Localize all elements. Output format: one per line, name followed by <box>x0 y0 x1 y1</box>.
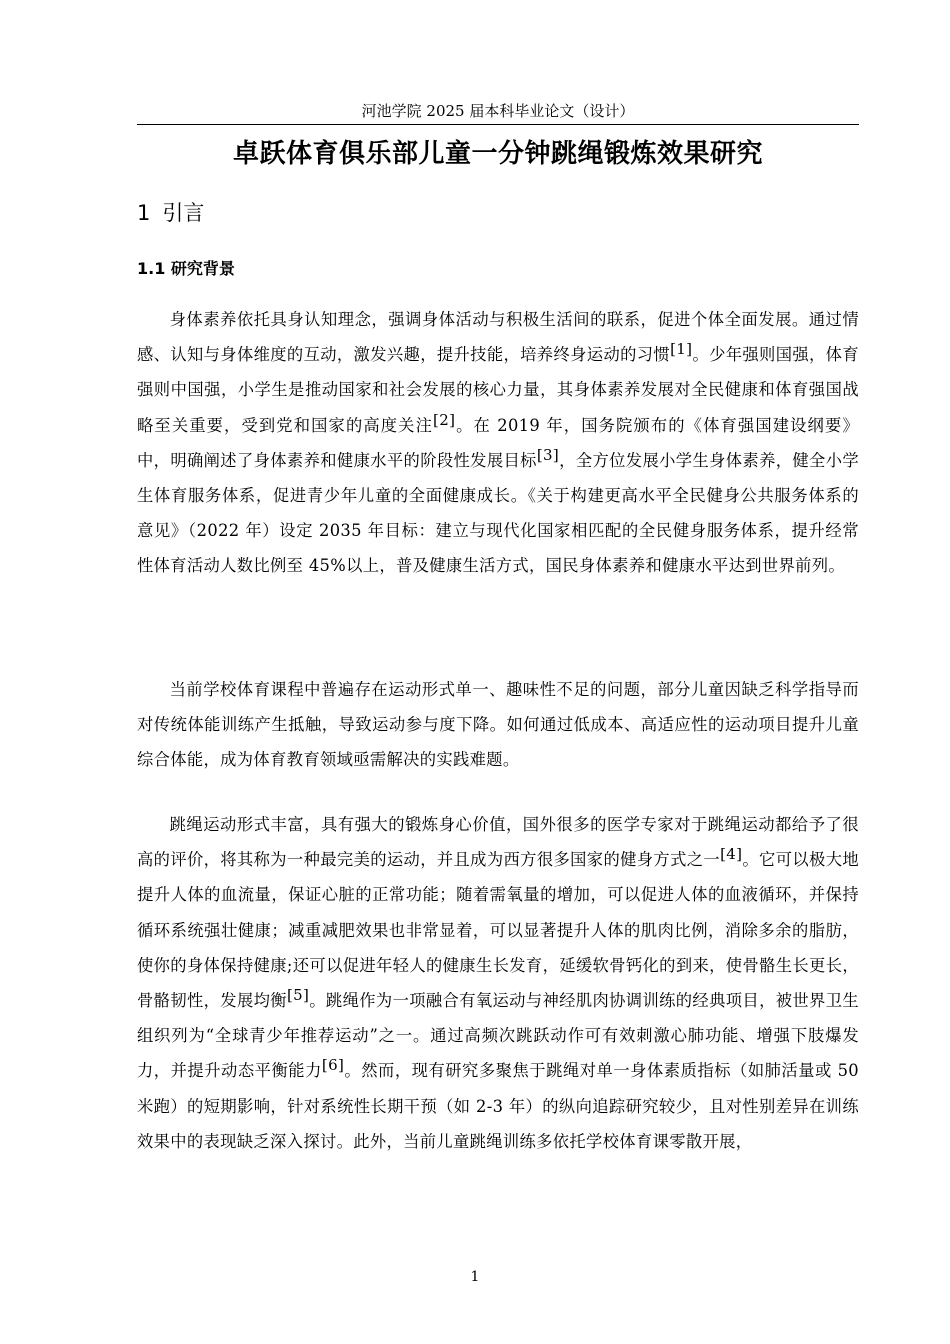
section-heading <box>137 198 204 228</box>
citation: [3] <box>536 445 560 464</box>
citation: [6] <box>321 1056 345 1075</box>
citation: [2] <box>433 410 456 429</box>
text-run: 身体素养依托具身认知理念，强调身体活动与积极生活间的联系，促进个体全面发展。通过情感、认知与身体维度的互动，激发兴趣，提升技能，培养终身运动的习惯 <box>137 310 859 365</box>
citation: [5] <box>286 986 310 1005</box>
header-rule <box>137 124 859 125</box>
text-run: 。在 2019 年，国务院颁布的《体育强国建设纲要》中，明确阐述了身体素养和健康水平的阶段性发展目标 <box>137 415 860 470</box>
text-run: 。然而，现有研究多聚焦于跳绳对单一身体素质指标（如肺活量或 50 米跑）的短期影响，针对系统性长期干预（如 2-3 年）的纵向追踪研究较少，且对性别差异在训练效果中的表现缺乏深入探讨。此外，当前儿童跳绳训练多依托学校体育课零散开展， <box>137 1061 859 1151</box>
running-header: 河池学院 2025 届本科毕业论文（设计） <box>361 102 635 120</box>
section-label: 引言 <box>162 201 205 225</box>
text-run: ，全方位发展小学生身体素养，健全小学生体育服务体系，促进青少年儿童的全面健康成长。《关于构建更高水平全民健身公共服务体系的意见》（2022 年）设定 2035 年目标：建立与现代化国家相匹配的全民健身服务体系，提升经常性体育活动人数比例至 45%以上，普及健康生活方式，国民身体素养和健康水平达到世界前列。 <box>137 450 860 576</box>
text-run: 。它可以极大地提升人体的血流量，保证心脏的正常功能；随着需氧量的增加，可以促进人体的血液循环，并保持循环系统强壮健康；减重减肥效果也非常显着，可以显著提升人体的肌肉比例，消除多余的脂肪，使你的身体保持健康;还可以促进年轻人的健康生长发育，延缓软骨钙化的到来，使骨骼生长更长，骨骼韧性，发展均衡 <box>137 850 859 1011</box>
text-run: 跳绳运动形式丰富，具有强大的锻炼身心价值，国外很多的医学专家对于跳绳运动都给予了很高的评价，将其称为一种最完美的运动，并且成为西方很多国家的健身方式之一 <box>137 815 859 870</box>
paragraph-2 <box>137 672 859 778</box>
text-run: 。少年强则国强，体育强则中国强，小学生是推动国家和社会发展的核心力量，其身体素养发展对全民健康和体育强国战略至关重要，受到党和国家的高度关注 <box>137 345 859 435</box>
paragraph-1 <box>137 302 859 584</box>
text-run: 当前学校体育课程中普遍存在运动形式单一、趣味性不足的问题，部分儿童因缺乏科学指导而对传统体能训练产生抵触，导致运动参与度下降。如何通过低成本、高适应性的运动项目提升儿童综合体能，成为体育教育领域亟需解决的实践难题。 <box>137 680 859 770</box>
section-number: 1 <box>137 201 151 225</box>
paper-title: 卓跃体育俱乐部儿童一分钟跳绳锻炼效果研究 <box>232 139 763 169</box>
subsection-heading: 1.1 研究背景 <box>137 259 235 278</box>
text-run: 。跳绳作为一项融合有氧运动与神经肌肉协调训练的经典项目，被世界卫生组织列为“全球青少年推荐运动”之一。通过高频次跳跃动作可有效刺激心肺功能、增强下肢爆发力，并提升动态平衡能力 <box>137 991 859 1081</box>
paragraph-3 <box>137 807 859 1159</box>
citation: [1] <box>670 340 693 359</box>
page-number: 1 <box>470 1269 480 1285</box>
citation: [4] <box>720 845 743 864</box>
